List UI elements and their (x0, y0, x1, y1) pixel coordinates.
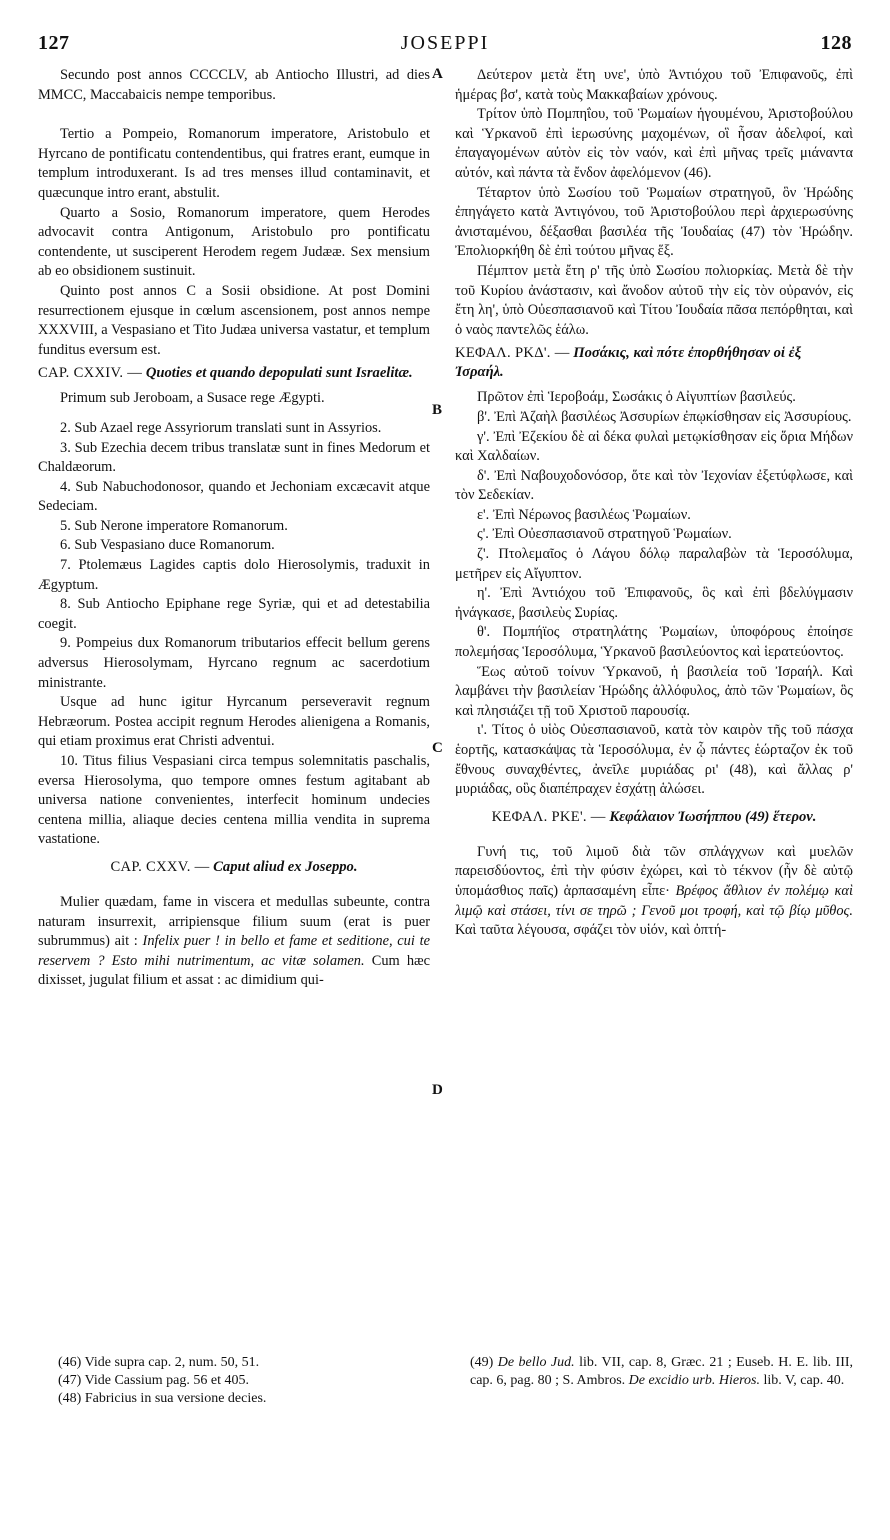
latin-paragraph: Quinto post annos C a Sosii obsidione. At post Domini resurrectionem ejusque in cœlum ascensionem, post annos nempe XXXVIII, a Vespasiano et Tito Judæa universa vastatur, et templum funditus eversum est. (38, 282, 430, 358)
list-item: ε'. Ἐπὶ Νέρωνος βασιλέως Ῥωμαίων. (477, 506, 691, 523)
list-item: Usque ad hunc igitur Hyrcanum perseveravit regnum Hebræorum. Postea accipit regnum Herodes alienigena a Romanis, qui etiam proximus erat Christi adventui. (38, 694, 430, 750)
list-item: Ἕως αὐτοῦ τοίνυν Ὑρκανοῦ, ἡ βασιλεία τοῦ Ἰσραήλ. Καὶ λαμβάνει τὴν βασιλείαν Ἡρώδης ἀλλόφυλος, ἀπὸ τῶν Ῥωμαίων, ὃς καὶ πλησιάζει τῇ τοῦ Χριστοῦ παρουσίᾳ. (455, 663, 853, 719)
text-run: Mulier quædam, fame in viscera et medullas subeunte, contra naturam insurrexit, arripiensque filium suum (erat is puer subrummus) ait : (38, 893, 430, 950)
section-marker-d: D (432, 1082, 443, 1098)
page-header (38, 32, 852, 62)
greek-paragraph: Τρίτον ὑπὸ Πομπηΐου, τοῦ Ῥωμαίων ἡγουμένου, Ἀριστοβούλου καὶ Ὑρκανοῦ ἐπὶ ἱερωσύνης μαχομένων, οἳ ἦσαν ἀδελφοί, καὶ ἐπαγαγομένων αὐτὸν εἰς τὸν ναόν, καὶ ἐπὶ μῆνας τρεῖς μιάναντα αὐτόν, καὶ πάντα τὰ ἔνδον ἀφελόμενον (46). (455, 106, 853, 181)
list-item: 5. Sub Nerone imperatore Romanorum. (60, 517, 288, 534)
work-title: De bello Jud. (497, 1355, 575, 1370)
list-item: 7. Ptolemæus Lagides captis dolo Hierosolymis, traduxit in Ægyptum. (38, 557, 430, 593)
latin-paragraph: Quarto a Sosio, Romanorum imperatore, quem Herodes advocavit contra Antigonum, Aristobulo pro pontificatu contendente, ut susciperent Herodem regem Judææ. Sex mensium ab eo obsidionem sustinuit. (38, 204, 430, 280)
list-item: 6. Sub Vespasiano duce Romanorum. (60, 537, 275, 554)
latin-column (38, 66, 430, 991)
list-item: θ'. Πομπήϊος στρατηλάτης Ῥωμαίων, ὑποφόρους ἐποίησε πολεμήσας Ἱεροσόλυμα, Ὑρκανοῦ βασιλεύοντος καὶ ἱερατεύοντος. (455, 624, 853, 661)
list-item: 10. Titus filius Vespasiani circa tempus solemnitatis paschalis, eversa Hierosolyma, quo tempore omnes festum agitabant ab universa natione convenientes, interfecit hominum undecies centena millia, aliaque decies centena millia vendita in suprema vastatione. (38, 753, 430, 848)
section-marker-a: A (432, 66, 443, 82)
list-item: ζ'. Πτολεμαῖος ὁ Λάγου δόλῳ παραλαβὼν τὰ Ἱεροσόλυμα, μετῆρεν εἰς Αἴγυπτον. (455, 546, 853, 582)
list-item: Πρῶτον ἐπὶ Ἱεροβοάμ, Σωσάκις ὁ Αἰγυπτίων βασιλεύς. (477, 389, 796, 406)
greek-column (455, 66, 853, 941)
list-item: 2. Sub Azael rege Assyriorum translati sunt in Assyrios. (60, 419, 382, 436)
work-title: De excidio urb. Hieros. (628, 1373, 760, 1388)
footnote: (47) Vide Cassium pag. 56 et 405. (58, 1373, 249, 1388)
latin-paragraph (38, 893, 430, 991)
page-number-right: 128 (820, 32, 852, 54)
list-item: η'. Ἐπὶ Ἀντιόχου τοῦ Ἐπιφανοῦς, ὃς καὶ ἐπὶ βδελύγμασιν ἠνάγκασε, βασιλεὺς Συρίας. (455, 585, 853, 621)
footnote-text: lib. V, cap. 40. (759, 1373, 845, 1388)
chapter-title: Κεφάλαιον Ἰωσήππου (49) ἕτερον. (609, 808, 817, 825)
greek-paragraph: Δεύτερον μετὰ ἔτη υνε', ὑπὸ Ἀντιόχου τοῦ Ἐπιφανοῦς, ἐπὶ ἡμέρας βσ', κατὰ τοὺς Μακκαβαίων χρόνους. (455, 67, 853, 103)
chapter-number: CAP. CXXV. — (110, 858, 210, 875)
footnotes-right (470, 1354, 853, 1390)
chapter-number: ΚΕΦΑΛ. ΡΚΔ'. — (455, 345, 570, 362)
footnote-number: (49) (470, 1355, 498, 1370)
list-item: 4. Sub Nabuchodonosor, quando et Jechoniam excæcavit atque Sedeciam. (38, 478, 430, 515)
footnote-text: lib. VII, cap. 8, Græc. 21 ; Euseb. H. E. lib. III, cap. 6, pag. 80 ; S. Ambros. (470, 1355, 854, 1388)
list-item: γ'. Ἐπὶ Ἐζεκίου δὲ αἱ δέκα φυλαὶ μετῳκίσθησαν εἰς ὅρια Μήδων καὶ Χαλδαίων. (455, 428, 853, 465)
greek-paragraph: Πέμπτον μετὰ ἔτη ρ' τῆς ὑπὸ Σωσίου πολιορκίας. Μετὰ δὲ τὴν τοῦ Κυρίου ἀνάστασιν, καὶ ἄνοδον αὐτοῦ τὴν εἰς τὸν οὐρανόν, εἰς ἔτη λη', ὑπὸ Οὐεσπασιανοῦ καὶ Τίτου Ἰουδαία πᾶσα πεπόρθηται, καὶ ὁ ναὸς παντελῶς ἑάλω. (455, 262, 853, 338)
section-marker-c: C (432, 740, 443, 756)
greek-paragraph: Τέταρτον ὑπὸ Σωσίου τοῦ Ῥωμαίων στρατηγοῦ, ὃν Ἡρώδης ἐπηγάγετο κατὰ Ἀντιγόνου, τοῦ Ἀριστοβούλου περὶ ἀρχιερωσύνης ἀνισταμένου, δέξασθαι βασιλέα τῆς Ἰουδαίας (47) τὸν Ἡρώδην. Ἐπολιορκήθη δὲ ἐπὶ τούτου μῆνας ἕξ. (455, 184, 853, 260)
text-run: Cum hæc dixisset, jugulat filium et assat : ac dimidium qui- (38, 952, 430, 989)
running-head: JOSEPPI (400, 32, 490, 54)
list-item: ι'. Τίτος ὁ υἱὸς Οὐεσπασιανοῦ, κατὰ τὸν καιρὸν τῆς τοῦ πάσχα ἑορτῆς, κατασκάψας τὰ Ἱεροσόλυμα, ἐν ᾧ πάντες ἑώρταζον ἐκ τοῦ ἔθνους συναχθέντες, ἀνεῖλε μυριάδας ρι' (48), καὶ ἄλλας ρ' μυριάδας, οὓς διαπέπραχεν ἐσχάτῃ ἁλώσει. (455, 722, 853, 798)
chapter-heading-124-greek (455, 344, 853, 382)
chapter-heading-125-latin (38, 858, 430, 877)
chapter-number: CAP. CXXIV. — (38, 365, 143, 382)
text-run: Καὶ ταῦτα λέγουσα, σφάζει τὸν υἱόν, καὶ ὀπτή- (455, 922, 727, 939)
chapter-title: Ποσάκις, καὶ πότε ἐπορθήθησαν οἱ ἐξ Ἰσραήλ. (455, 345, 802, 381)
chapter-heading-125-greek (455, 808, 853, 827)
chapter-number: ΚΕΦΑΛ. ΡΚΕ'. — (491, 808, 606, 825)
list-item: 8. Sub Antiocho Epiphane rege Syriæ, qui et ad detestabilia coegit. (38, 596, 430, 632)
text-run: Γυνή τις, τοῦ λιμοῦ διὰ τῶν σπλάγχνων καὶ μυελῶν παρεισδύοντος, ἐπὶ τὴν φύσιν ἐχώρει, καὶ τὸ τέκνον (ἦν δὲ αὐτῷ ὑπομάσθιος παῖς) ἁρπασαμένη εἶπε· (455, 843, 853, 899)
chapter-title: Quoties et quando depopulati sunt Israelitæ. (145, 365, 413, 382)
list-item: β'. Ἐπὶ Ἀζαὴλ βασιλέως Ἀσσυρίων ἐπῳκίσθησαν εἰς Ἀσσυρίους. (477, 408, 852, 425)
chapter-title: Caput aliud ex Joseppo. (213, 858, 358, 875)
latin-paragraph: Tertio a Pompeio, Romanorum imperatore, Aristobulo et Hyrcano de pontificatu contendentibus, qui fratres erant, eumque in templum introduxerant. Is ad tres menses illud contaminavit, et quæcunque intro erant, abstulit. (38, 126, 430, 201)
footnote: (48) Fabricius in sua versione decies. (58, 1391, 267, 1406)
quotation: Βρέφος ἄθλιον ἐν πολέμῳ καὶ λιμῷ καὶ στάσει, τίνι σε τηρῶ ; Γενοῦ μοι τροφή, καὶ τῷ βίῳ μῦθος. (455, 882, 853, 919)
page-number-left: 127 (38, 32, 70, 54)
list-item: 9. Pompeius dux Romanorum tributarios effecit bellum gerens adversus Hierosolymam, Hyrcano regnum ac sacerdotium ministrante. (38, 635, 430, 691)
footnotes-left (58, 1354, 418, 1408)
list-item: Primum sub Jeroboam, a Susace rege Ægypti. (60, 390, 325, 407)
latin-paragraph: Secundo post annos CCCCLV, ab Antiocho Illustri, ad dies MMCC, Maccabaicis nempe temporibus. (38, 67, 430, 103)
list-item: 3. Sub Ezechia decem tribus translatæ sunt in fines Medorum et Chaldæorum. (38, 439, 430, 476)
list-item: ς'. Ἐπὶ Οὐεσπασιανοῦ στρατηγοῦ Ῥωμαίων. (477, 526, 732, 543)
section-marker-b: B (432, 402, 443, 418)
list-item: δ'. Ἐπὶ Ναβουχοδονόσορ, ὅτε καὶ τὸν Ἰεχονίαν ἐξετύφλωσε, καὶ τὸν Σεδεκίαν. (455, 467, 853, 504)
greek-paragraph (455, 843, 853, 941)
quotation: Infelix puer ! in bello et fame et seditione, cui te reservem ? Esto mihi nutrimentum, ac vitæ solamen. (38, 933, 430, 969)
chapter-heading-124-latin (38, 364, 430, 383)
footnote: (46) Vide supra cap. 2, num. 50, 51. (58, 1355, 260, 1370)
